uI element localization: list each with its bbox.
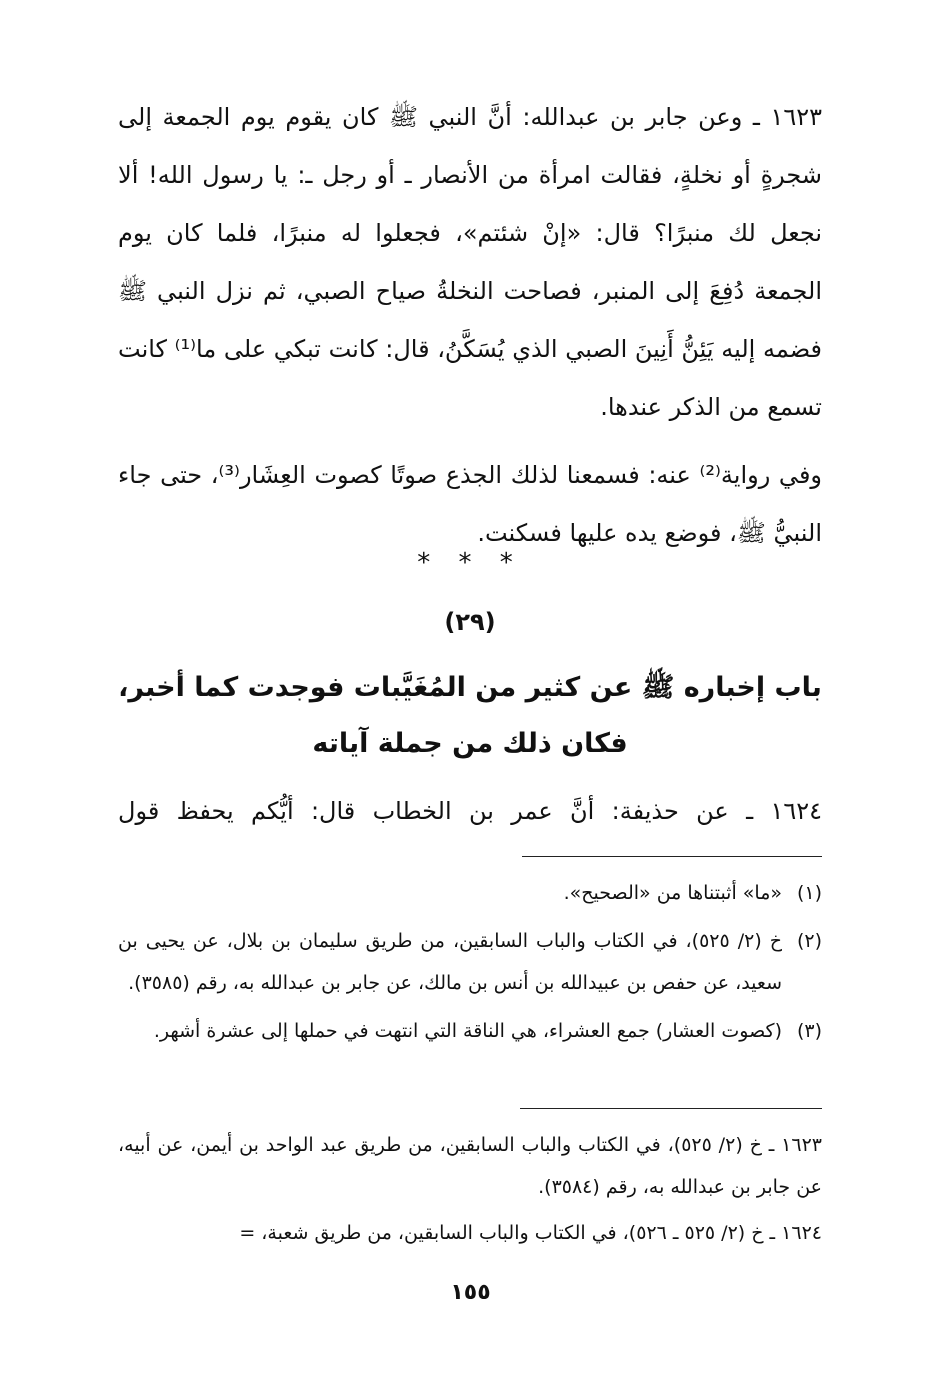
footnote-text: (كصوت العشار) جمع العشراء، هي الناقة التي انتهت في حملها إلى عشرة أشهر. — [153, 1020, 782, 1042]
hadith-1624-paragraph: ١٦٢٤ ـ عن حذيفة: أنَّ عمر بن الخطاب قال: أيُّكم يحفظ قول — [118, 797, 822, 825]
footnote-number: (٣) — [796, 1020, 822, 1042]
footnote-text: «ما» أثبتناها من «الصحيح». — [563, 882, 782, 904]
chapter-title-line-2: فكان ذلك من جملة آياته — [312, 728, 628, 759]
main-text — [118, 88, 822, 562]
footnotes — [118, 872, 822, 1058]
footnote — [118, 920, 822, 1004]
chapter-title-line-1: باب إخباره ﷺ عن كثير من المُغَيَّبات فوجدت كما أخبر، — [118, 672, 822, 703]
page-number: ١٥٥ — [450, 1280, 491, 1305]
hadith-1623-riwaya-paragraph: وفي رواية⁽²⁾ عنه: فسمعنا لذلك الجذع صوتًا كصوت العِشَار⁽³⁾، حتى جاء النبيُّ ﷺ، فوضع يده عليها فسكنت. — [118, 461, 823, 547]
footnote-number: (١) — [796, 882, 822, 904]
hadith-1623-paragraph: ١٦٢٣ ـ وعن جابر بن عبدالله: أنَّ النبي ﷺ كان يقوم يوم الجمعة إلى شجرةٍ أو نخلةٍ، فقالت امرأة من الأنصار ـ أو رجل ـ: يا رسول الله! ألا نجعل لك منبرًا؟ قال: «إنْ شئتم»، فجعلوا له منبرًا، فلما كان يوم الجمعة دُفِعَ إلى المنبر، فصاحت النخلةُ صياح الصبي، ثم نزل النبي ﷺ فضمه إليه يَئِنُّ أَنِينَ الصبي الذي يُسَكَّنُ، قال: كانت تبكي على ما⁽¹⁾ كانت تسمع من الذكر عندها. — [118, 103, 822, 421]
footnote-text: خ (٢/ ٥٢٥)، في الكتاب والباب السابقين، من طريق سليمان بن بلال، عن يحيى بن سعيد، عن حفص بن عبيدالله بن أنس بن مالك، عن جابر بن عبدالله به، رقم (٣٥٨٥). — [118, 930, 782, 994]
source-references — [118, 1124, 822, 1258]
section-separator: * * * — [417, 548, 523, 578]
footnote — [118, 872, 822, 914]
chapter-number: (٢٩) — [444, 608, 496, 636]
chapter-title — [118, 660, 822, 772]
footnotes-divider — [522, 856, 822, 857]
source-reference: ١٦٢٤ ـ خ (٢/ ٥٢٥ ـ ٥٢٦)، في الكتاب والباب السابقين، من طريق شعبة، = — [239, 1222, 822, 1244]
source-reference: ١٦٢٣ ـ خ (٢/ ٥٢٥)، في الكتاب والباب السابقين، من طريق عبد الواحد بن أيمن، عن أبيه، عن جابر بن عبدالله به، رقم (٣٥٨٤). — [118, 1134, 822, 1198]
footnote-number: (٢) — [796, 930, 822, 952]
sources-divider — [520, 1108, 822, 1109]
footnote — [118, 1010, 822, 1052]
